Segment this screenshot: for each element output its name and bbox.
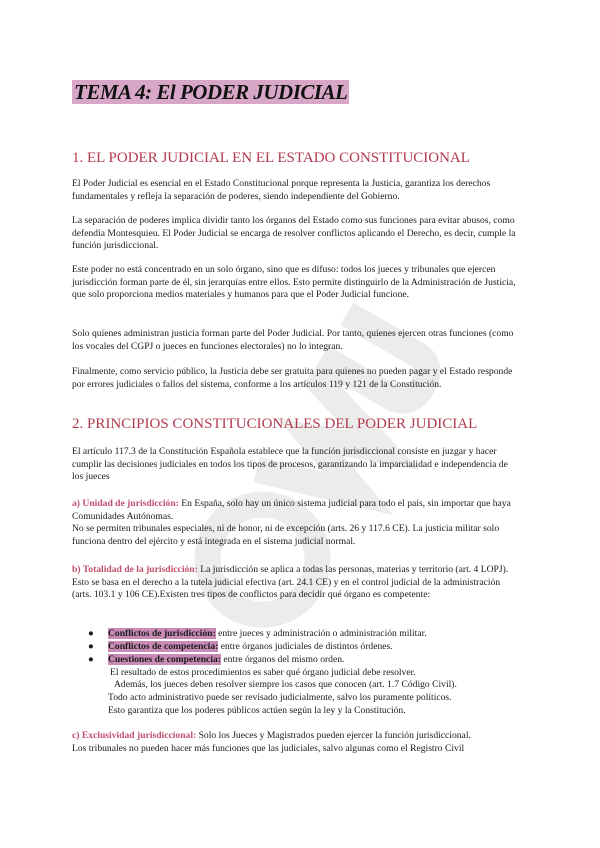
list-item (88, 628, 427, 641)
note: Además, los jueces deben resolver siempre los casos que conocen (art. 1.7 Código Civil). (114, 679, 457, 690)
list-item (88, 641, 393, 654)
section-1-heading: 1. EL PODER JUDICIAL EN EL ESTADO CONSTITUCIONAL (72, 150, 470, 166)
principle-c-label: c) Exclusividad jurisdiccional: (72, 730, 197, 741)
principle-c (72, 730, 516, 755)
list-item-label: Conflictos de jurisdicción: (108, 628, 216, 639)
paragraph: La separación de poderes implica dividir tanto los órganos del Estado como sus funciones para evitar abusos, como defendía Montesquieu. El Poder Judicial se encarga de resolver conflictos aplicando el Derecho, es decir, cumple la función jurisdiccional. (72, 215, 516, 251)
paragraph: Finalmente, como servicio público, la Justicia debe ser gratuita para quienes no pueden pagar y el Estado responde por errores judiciales o fallos del sistema, conforme a los artículos 119 y 121 de la Constitución. (72, 366, 513, 390)
list-item-label: Conflictos de competencia: (108, 641, 219, 652)
list-item-text: entre órganos judiciales de distintos órdenes. (218, 641, 393, 652)
principle-b (72, 564, 516, 602)
bullet-icon: ● (88, 641, 94, 652)
paragraph: Este poder no está concentrado en un solo órgano, sino que es difuso: todos los jueces y tribunales que ejercen jurisdicción forman parte de él, sin jerarquías entre ellos. Esto permite distinguirlo de la Administración de Justicia, que solo proporciona medios materiales y humanos para que el Poder Judicial funcione. (72, 264, 516, 300)
list-item (88, 654, 344, 667)
note: Esto garantiza que los poderes públicos actúen según la ley y la Constitución. (108, 705, 406, 716)
paragraph: El artículo 117.3 de la Constitución Española establece que la función jurisdiccional consiste en juzgar y hacer cumplir las decisiones judiciales en todos los tipos de procesos, garantizando la imparcialidad e independencia de los jueces (72, 446, 508, 482)
section-2-heading: 2. PRINCIPIOS CONSTITUCIONALES DEL PODER JUDICIAL (72, 416, 478, 432)
paragraph: Solo quienes administran justicia forman parte del Poder Judicial. Por tanto, quienes ejercen otras funciones (como los vocales del CGPJ o jueces en funciones electorales) no lo integran. (72, 328, 514, 352)
principle-a-label: a) Unidad de jurisdicción: (72, 498, 179, 509)
principle-a-text-2: No se permiten tribunales especiales, ni de honor, ni de excepción (arts. 26 y 117.6 CE). La justicia militar solo funciona dentro del ejército y está integrada en el sistema judicial normal. (72, 523, 500, 547)
note: Todo acto administrativo puede ser revisado judicialmente, salvo los puramente políticos. (108, 692, 452, 703)
bullet-icon: ● (88, 628, 94, 639)
list-item-label: Cuestiones de competencia: (108, 654, 221, 665)
list-item-text: entre jueces y administración o administración militar. (215, 628, 427, 639)
principle-c-text: Solo los Jueces y Magistrados pueden ejercer la función jurisdiccional. (196, 730, 471, 741)
principle-a (72, 498, 516, 548)
list-item-text: entre órganos del mismo orden. (220, 654, 345, 665)
principle-a-text: En España, solo hay un único sistema judicial para todo el país, sin importar que haya Comunidades Autónomas. (72, 498, 511, 522)
paragraph: El Poder Judicial es esencial en el Estado Constitucional porque representa la Justicia, garantiza los derechos fundamentales y refleja la separación de poderes, siendo independiente del Gobierno. (72, 178, 491, 202)
principle-c-text-2: Los tribunales no pueden hacer más funciones que las judiciales, salvo algunas como el Registro Civil (72, 742, 465, 754)
note: El resultado de estos procedimientos es saber qué órgano judicial debe resolver. (110, 667, 416, 678)
bullet-icon: ● (88, 654, 94, 665)
principle-b-text: La jurisdicción se aplica a todas las personas, materias y territorio (art. 4 LOPJ). Esto se basa en el derecho a la tutela judicial efectiva (art. 24.1 CE) y en el control judicial de la administración (arts. 103.1 y 106 CE).Existen tres tipos de conflictos para decidir qué órgano es competente: (72, 564, 509, 600)
document-title: TEMA 4: El PODER JUDICIAL (74, 80, 348, 104)
principle-b-label: b) Totalidad de la jurisdicción: (72, 564, 198, 575)
